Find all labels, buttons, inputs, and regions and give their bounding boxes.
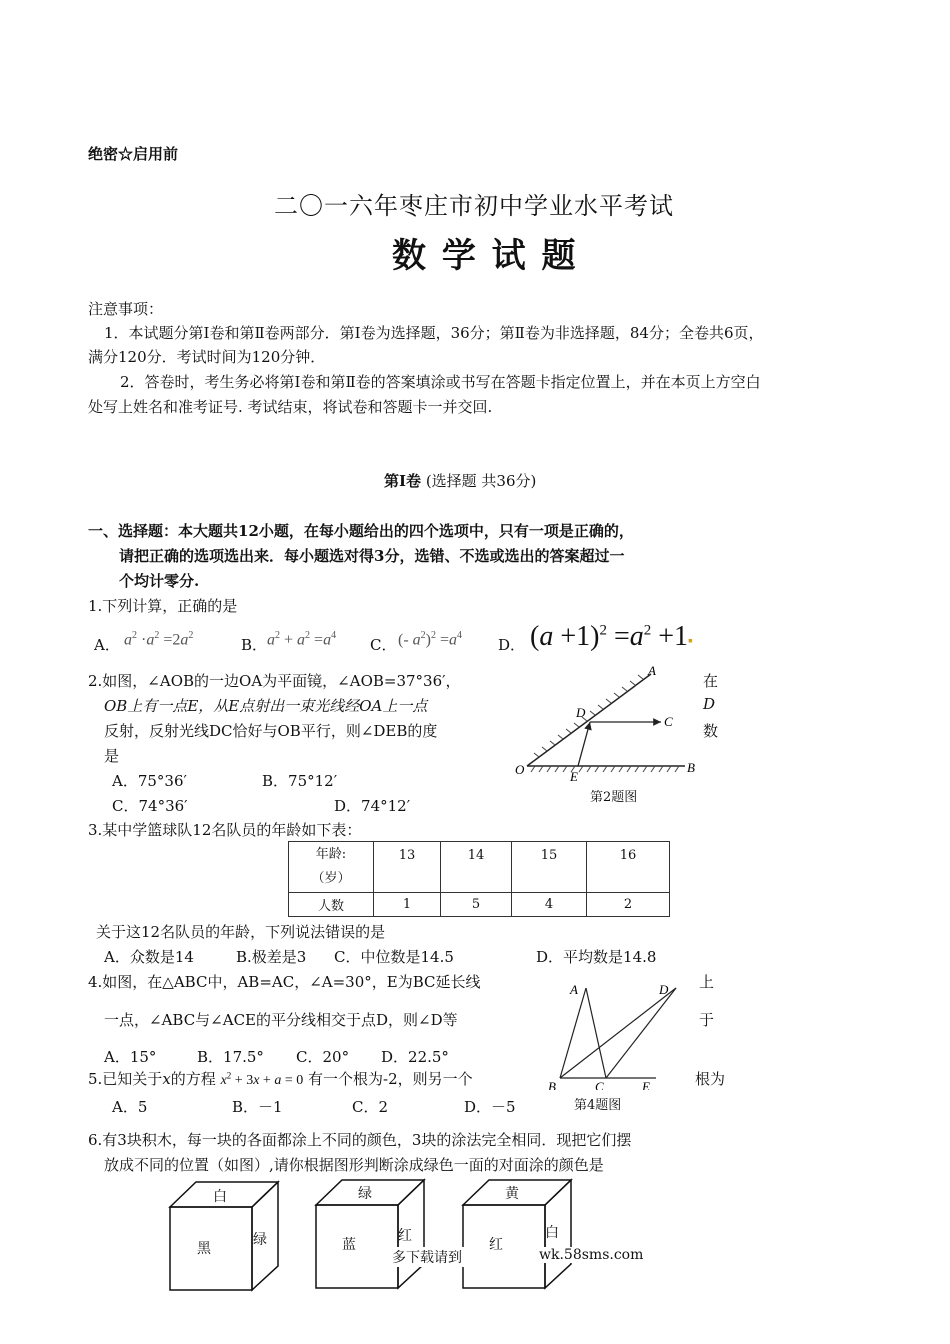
notice-item1-line1: 1．本试题分第Ⅰ卷和第Ⅱ卷两部分．第Ⅰ卷为选择题，36分；第Ⅱ卷为非选择题，84分；全卷共6页， bbox=[104, 324, 764, 342]
q6-line2: 放成不同的位置（如图）,请你根据图形判断涂成绿色一面的对面涂的颜色是 bbox=[104, 1156, 604, 1174]
q5-option-b: B．－1 bbox=[232, 1098, 283, 1116]
q5-prefix: 5.已知关于 bbox=[88, 1070, 163, 1088]
cube-1-front-label: 黑 bbox=[197, 1241, 211, 1257]
q2-figure-caption: 第2题图 bbox=[590, 790, 638, 805]
line-oa-mirror bbox=[527, 674, 651, 766]
cube-2-top-label: 绿 bbox=[358, 1186, 372, 1202]
label-a: A bbox=[648, 663, 656, 678]
table-head-count: 人数 bbox=[289, 893, 374, 917]
label-e: E bbox=[642, 1079, 650, 1090]
line-b-d bbox=[560, 988, 676, 1078]
table-cell: 5 bbox=[441, 893, 512, 917]
q2-option-c: C．74°36′ bbox=[112, 797, 188, 815]
q2-line2-right: D bbox=[703, 695, 716, 713]
q1-option-a-formula: $a^2 \cdot a^2 =2a^2$ bbox=[124, 630, 194, 649]
table-row bbox=[289, 893, 670, 917]
label-d: D bbox=[576, 705, 586, 720]
q3-option-b: B.极差是3 bbox=[236, 948, 307, 966]
line-a-c bbox=[586, 988, 606, 1078]
q4-line1-right: 上 bbox=[699, 973, 715, 991]
q3-option-a: A．众数是14 bbox=[104, 948, 194, 966]
table-cell: 1 bbox=[374, 893, 441, 917]
label-c: C bbox=[595, 1079, 604, 1090]
q5-option-d: D．－5 bbox=[464, 1098, 516, 1116]
ob-hatching bbox=[531, 766, 679, 772]
watermark-url: wk.58sms.com bbox=[539, 1247, 644, 1263]
q2-option-b: B．75°12′ bbox=[262, 772, 338, 790]
q4-figure-caption: 第4题图 bbox=[574, 1098, 622, 1113]
label-b: B bbox=[548, 1079, 556, 1090]
label-c: C bbox=[664, 714, 673, 729]
table-cell: 16 bbox=[587, 842, 670, 893]
part1-title bbox=[384, 470, 536, 491]
q5-equation: $x^2 + 3x + a = 0$ bbox=[220, 1070, 304, 1088]
cube-2-side-label: 红 bbox=[398, 1228, 412, 1244]
q5-option-a: A．5 bbox=[112, 1098, 148, 1116]
notice-item1-line2: 满分120分．考试时间为120分钟． bbox=[88, 348, 326, 366]
q4-option-a: A．15° bbox=[104, 1048, 157, 1066]
table-head-age-a: 年龄: bbox=[315, 847, 347, 862]
q3-option-c: C．中位数是14.5 bbox=[334, 948, 454, 966]
q1-option-a-label: A． bbox=[94, 636, 120, 654]
table-cell: 2 bbox=[587, 893, 670, 917]
secret-label: 绝密☆启用前 bbox=[88, 145, 179, 163]
q3-option-d: D．平均数是14.8 bbox=[536, 948, 657, 966]
q4-line2: 一点，∠ABC与∠ACE的平分线相交于点D，则∠D等 bbox=[104, 1011, 458, 1029]
q1-option-c-formula: (- $a^2)^2 =a^4$ bbox=[398, 630, 463, 649]
q2-line4: 是 bbox=[104, 747, 120, 765]
part1-title-bold: 第Ⅰ卷 bbox=[384, 472, 422, 490]
cube-3 bbox=[461, 1178, 581, 1290]
cube-1 bbox=[168, 1180, 288, 1292]
q2-mirror-figure bbox=[505, 660, 705, 785]
q5-line bbox=[88, 1068, 473, 1089]
ray-e-to-d bbox=[578, 722, 590, 766]
section1-line3: 个均计零分. bbox=[119, 572, 200, 590]
cube-1-top-label: 白 bbox=[213, 1189, 227, 1205]
line-a-b bbox=[560, 988, 586, 1078]
q1-stem: 1.下列计算，正确的是 bbox=[88, 597, 238, 615]
q5-suffix: 有一个根为-2，则另一个 bbox=[308, 1070, 473, 1088]
q6-line1: 6.有3块积木，每一块的各面都涂上不同的颜色，3块的涂法完全相同．现把它们摆 bbox=[88, 1131, 632, 1149]
table-head-age-b: （岁） bbox=[311, 871, 351, 886]
q2-line3-right: 数 bbox=[703, 722, 719, 740]
q3-age-table bbox=[288, 841, 670, 917]
cube-3-side-label: 白 bbox=[545, 1225, 559, 1241]
notice-item2-line2: 处写上姓名和准考证号. 考试结束，将试卷和答题卡一并交回. bbox=[88, 398, 493, 416]
q2-option-d: D．74°12′ bbox=[334, 797, 411, 815]
q4-option-b: B．17.5° bbox=[197, 1048, 264, 1066]
q1-option-d-label: D． bbox=[498, 636, 526, 654]
q4-option-d: D．22.5° bbox=[381, 1048, 449, 1066]
notice-item2-line1: 2．答卷时，考生务必将第Ⅰ卷和第Ⅱ卷的答案填涂或书写在答题卡指定位置上，并在本页上方空白 bbox=[120, 373, 761, 391]
q4-triangle-figure bbox=[540, 978, 690, 1090]
q5-line-right: 根为 bbox=[695, 1070, 726, 1088]
cube-3-front-label: 红 bbox=[489, 1237, 503, 1253]
q1-option-d-formula: $(a +1)^2 =a^2$ +1▪ bbox=[530, 621, 694, 652]
q4-option-c: C．20° bbox=[296, 1048, 350, 1066]
q2-line2: OB上有一点E，从E点射出一束光线经OA上一点 bbox=[104, 697, 428, 715]
q1-option-b-formula: $a^2 + a^2 =a^4$ bbox=[267, 630, 337, 649]
line-c-d bbox=[606, 988, 676, 1078]
cube-2-front-label: 蓝 bbox=[342, 1237, 356, 1253]
q4-line1: 4.如图，在△ABC中，AB=AC，∠A=30°，E为BC延长线 bbox=[88, 973, 481, 991]
cube-2 bbox=[314, 1178, 434, 1290]
label-e: E bbox=[570, 769, 578, 784]
exam-title: 二〇一六年枣庄市初中学业水平考试 bbox=[274, 192, 674, 220]
q2-line3: 反射，反射光线DC恰好与OB平行，则∠DEB的度 bbox=[104, 722, 438, 740]
notice-heading: 注意事项： bbox=[88, 300, 164, 318]
section1-line2: 请把正确的选项选出来．每小题选对得3分，选错、不选或选出的答案超过一 bbox=[119, 547, 625, 565]
table-cell: 13 bbox=[374, 842, 441, 893]
table-cell: 15 bbox=[512, 842, 587, 893]
q2-line1: 2.如图，∠AOB的一边OA为平面镜，∠AOB=37°36′， bbox=[88, 672, 461, 690]
table-cell: 4 bbox=[512, 893, 587, 917]
cube-1-side-label: 绿 bbox=[253, 1232, 267, 1248]
label-b: B bbox=[687, 760, 695, 775]
q5-option-c: C．2 bbox=[352, 1098, 389, 1116]
table-cell: 14 bbox=[441, 842, 512, 893]
q2-option-a: A．75°36′ bbox=[112, 772, 187, 790]
q1-option-c-label: C． bbox=[370, 636, 397, 654]
watermark-text: 多下载请到 bbox=[390, 1247, 464, 1267]
q4-line2-right: 于 bbox=[699, 1011, 715, 1029]
section1-line1: 一、选择题：本大题共12小题，在每小题给出的四个选项中，只有一项是正确的， bbox=[88, 522, 634, 540]
q1-option-b-label: B． bbox=[241, 636, 268, 654]
label-a: A bbox=[570, 982, 578, 997]
label-d: D bbox=[659, 982, 669, 997]
part1-title-rest: (选择题 共36分) bbox=[425, 472, 537, 490]
q5-var-x: x bbox=[162, 1070, 171, 1088]
subject-title: 数 学 试 题 bbox=[392, 236, 578, 276]
label-o: O bbox=[515, 762, 525, 777]
q5-mid: 的方程 bbox=[170, 1070, 216, 1088]
q3-stem: 3.某中学篮球队12名队员的年龄如下表： bbox=[88, 821, 362, 839]
cube-3-top-label: 黄 bbox=[505, 1186, 519, 1202]
oa-hatching bbox=[534, 675, 643, 757]
table-head-age bbox=[289, 842, 374, 893]
q3-question: 关于这12名队员的年龄，下列说法错误的是 bbox=[96, 923, 386, 941]
q2-line1-right: 在 bbox=[703, 672, 719, 690]
table-row bbox=[289, 842, 670, 893]
